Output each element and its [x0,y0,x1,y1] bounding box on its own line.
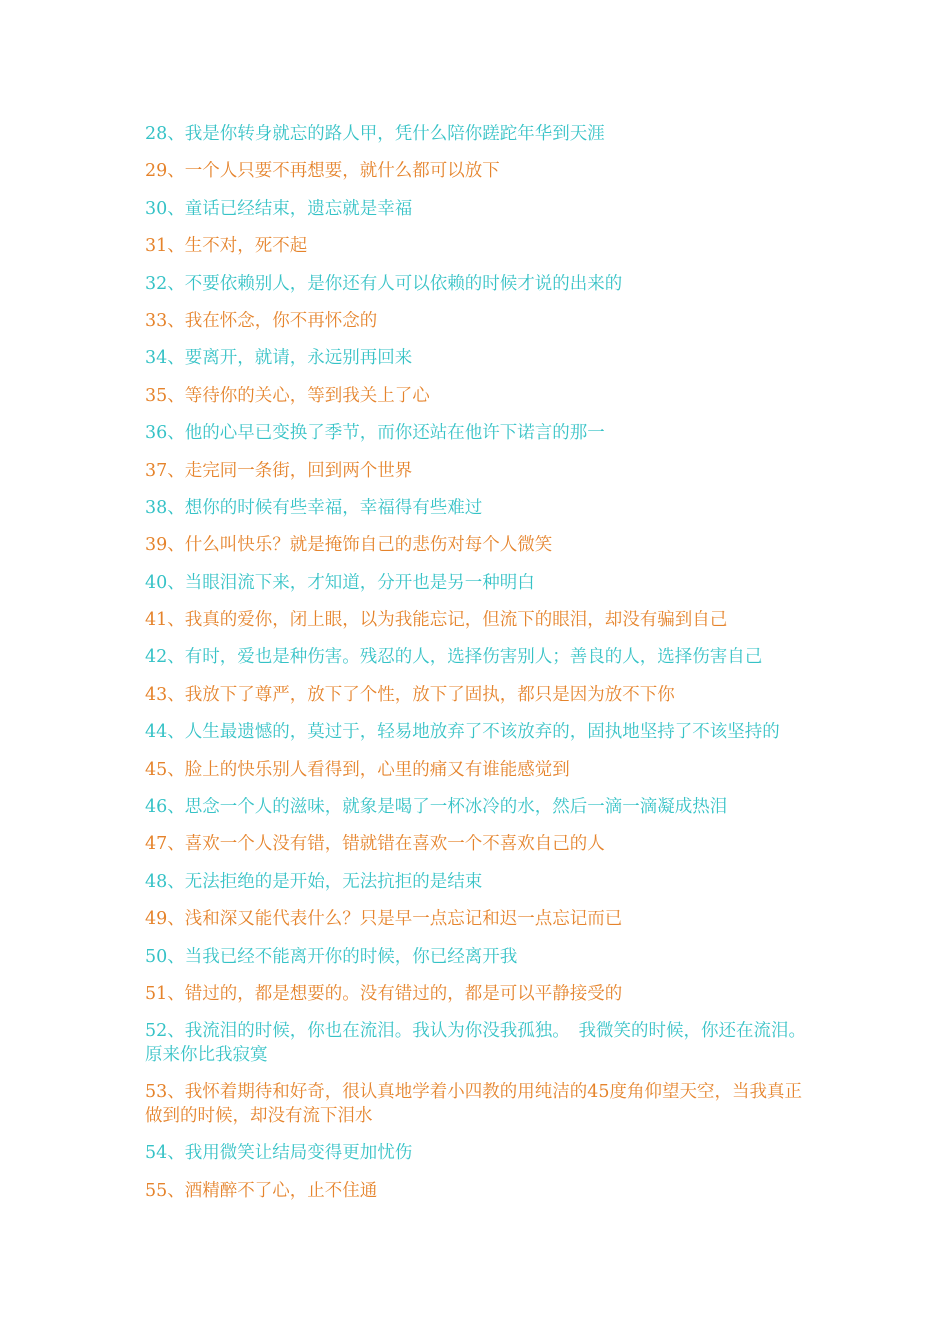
list-item: 37、走完同一条街，回到两个世界 [145,460,413,481]
list-item: 46、思念一个人的滋味，就象是喝了一杯冰冷的水，然后一滴一滴凝成热泪 [145,797,728,818]
list-item: 42、有时，爱也是种伤害。残忍的人，选择伤害别人；善良的人，选择伤害自己 [145,647,763,668]
list-item: 34、要离开，就请，永远别再回来 [145,348,413,369]
list-item: 36、他的心早已变换了季节，而你还站在他许下诺言的那一 [145,423,605,444]
list-item: 29、一个人只要不再想要，就什么都可以放下 [145,161,500,182]
list-item: 41、我真的爱你，闭上眼，以为我能忘记，但流下的眼泪，却没有骗到自己 [145,610,728,631]
list-item: 39、什么叫快乐？就是掩饰自己的悲伤对每个人微笑 [145,535,553,556]
list-item: 32、不要依赖别人，是你还有人可以依赖的时候才说的出来的 [145,273,623,294]
list-item: 43、我放下了尊严，放下了个性，放下了固执，都只是因为放不下你 [145,684,675,705]
list-item: 52、我流泪的时候，你也在流泪。我认为你没我孤独。 我微笑的时候，你还在流泪。原来你比我寂寞 [145,1021,807,1066]
list-item: 40、当眼泪流下来，才知道，分开也是另一种明白 [145,572,535,593]
list-item: 38、想你的时候有些幸福，幸福得有些难过 [145,497,483,518]
list-item: 31、生不对，死不起 [145,236,308,257]
list-item: 47、喜欢一个人没有错，错就错在喜欢一个不喜欢自己的人 [145,834,605,855]
list-item: 49、浅和深又能代表什么？只是早一点忘记和迟一点忘记而已 [145,909,623,930]
list-item: 51、错过的，都是想要的。没有错过的，都是可以平静接受的 [145,983,623,1004]
list-item: 33、我在怀念，你不再怀念的 [145,310,378,331]
list-item: 45、脸上的快乐别人看得到，心里的痛又有谁能感觉到 [145,759,570,780]
list-item: 50、当我已经不能离开你的时候，你已经离开我 [145,946,518,967]
list-item: 30、童话已经结束，遗忘就是幸福 [145,198,413,219]
list-item: 54、我用微笑让结局变得更加忧伤 [145,1143,413,1164]
list-item: 44、人生最遗憾的，莫过于，轻易地放弃了不该放弃的，固执地坚持了不该坚持的 [145,722,780,743]
list-item: 48、无法拒绝的是开始，无法抗拒的是结束 [145,871,483,892]
list-item: 28、我是你转身就忘的路人甲，凭什么陪你蹉跎年华到天涯 [145,124,605,144]
list-item: 35、等待你的关心，等到我关上了心 [145,385,430,406]
list-item: 53、我怀着期待和好奇，很认真地学着小四教的用纯洁的45度角仰望天空，当我真正做到的时候，却没有流下泪水 [145,1082,803,1127]
list-item: 55、酒精醉不了心，止不住通 [145,1180,378,1201]
quote-list [145,122,813,1216]
